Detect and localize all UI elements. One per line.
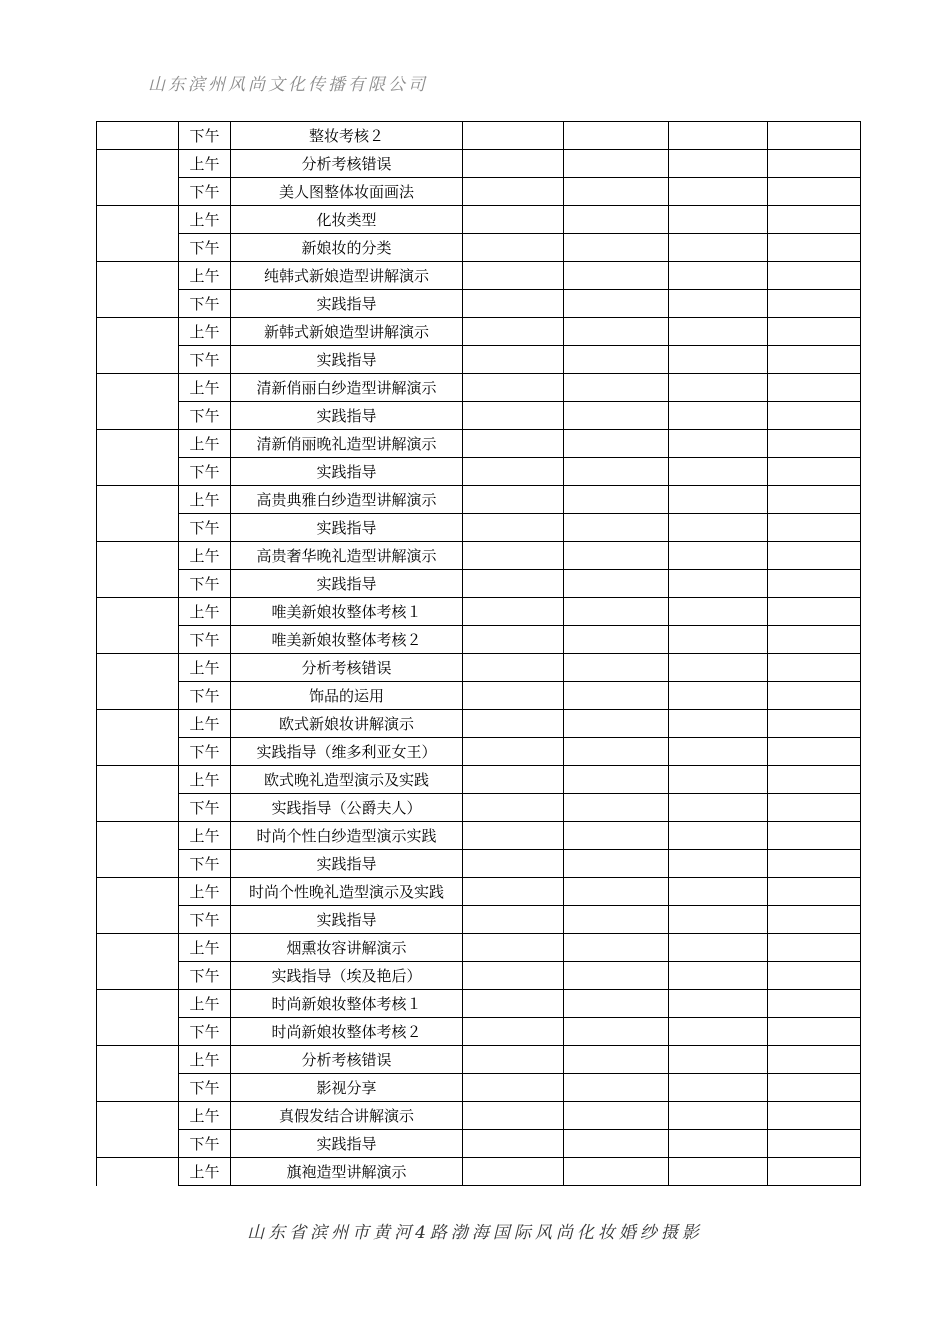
table-row [97,458,861,486]
empty-cell [463,1102,564,1130]
content-cell: 纯韩式新娘造型讲解演示 [231,262,463,290]
empty-cell [463,374,564,402]
empty-cell [463,906,564,934]
empty-cell [564,542,669,570]
table-row [97,262,861,290]
empty-cell [463,598,564,626]
empty-cell [463,850,564,878]
content-cell: 实践指导 [231,850,463,878]
table-row [97,906,861,934]
period-cell: 上午 [179,150,231,178]
table-row [97,626,861,654]
day-cell [97,374,179,430]
empty-cell [669,990,768,1018]
empty-cell [669,178,768,206]
empty-cell [768,346,861,374]
empty-cell [463,402,564,430]
table-row [97,1074,861,1102]
empty-cell [768,1130,861,1158]
empty-cell [564,878,669,906]
empty-cell [564,178,669,206]
empty-cell [768,850,861,878]
period-cell: 上午 [179,1102,231,1130]
empty-cell [669,1018,768,1046]
empty-cell [669,150,768,178]
empty-cell [768,458,861,486]
empty-cell [768,234,861,262]
empty-cell [564,682,669,710]
empty-cell [463,486,564,514]
content-cell: 实践指导 [231,290,463,318]
content-cell: 化妆类型 [231,206,463,234]
empty-cell [669,122,768,150]
period-cell: 上午 [179,206,231,234]
period-cell: 上午 [179,710,231,738]
period-cell: 下午 [179,290,231,318]
content-cell: 唯美新娘妆整体考核２ [231,626,463,654]
empty-cell [768,738,861,766]
empty-cell [463,150,564,178]
period-cell: 上午 [179,822,231,850]
table-row [97,822,861,850]
empty-cell [463,710,564,738]
day-cell [97,1158,179,1186]
empty-cell [768,150,861,178]
table-row [97,150,861,178]
empty-cell [768,262,861,290]
day-cell [97,206,179,262]
day-cell [97,1102,179,1158]
schedule-body [97,122,861,1186]
content-cell: 整妆考核２ [231,122,463,150]
empty-cell [669,794,768,822]
empty-cell [669,738,768,766]
empty-cell [564,206,669,234]
empty-cell [669,514,768,542]
empty-cell [463,626,564,654]
empty-cell [669,850,768,878]
empty-cell [768,1102,861,1130]
empty-cell [669,1130,768,1158]
empty-cell [768,1074,861,1102]
empty-cell [564,822,669,850]
table-row [97,542,861,570]
empty-cell [768,710,861,738]
content-cell: 实践指导 [231,402,463,430]
period-cell: 下午 [179,906,231,934]
period-cell: 上午 [179,654,231,682]
content-cell: 唯美新娘妆整体考核１ [231,598,463,626]
empty-cell [463,542,564,570]
content-cell: 高贵典雅白纱造型讲解演示 [231,486,463,514]
table-row [97,990,861,1018]
empty-cell [564,374,669,402]
content-cell: 时尚个性晚礼造型演示及实践 [231,878,463,906]
period-cell: 下午 [179,514,231,542]
empty-cell [669,1074,768,1102]
schedule-table [96,121,861,1186]
empty-cell [564,1074,669,1102]
empty-cell [669,570,768,598]
empty-cell [564,430,669,458]
empty-cell [669,626,768,654]
empty-cell [768,878,861,906]
empty-cell [564,990,669,1018]
empty-cell [768,626,861,654]
empty-cell [768,766,861,794]
period-cell: 下午 [179,402,231,430]
empty-cell [463,654,564,682]
empty-cell [463,934,564,962]
empty-cell [463,682,564,710]
content-cell: 影视分享 [231,1074,463,1102]
period-cell: 下午 [179,346,231,374]
empty-cell [564,598,669,626]
content-cell: 实践指导 [231,514,463,542]
content-cell: 实践指导（公爵夫人） [231,794,463,822]
empty-cell [669,346,768,374]
empty-cell [564,1018,669,1046]
table-row [97,402,861,430]
day-cell [97,1046,179,1102]
empty-cell [463,234,564,262]
table-row [97,850,861,878]
empty-cell [768,402,861,430]
empty-cell [463,1074,564,1102]
empty-cell [564,850,669,878]
empty-cell [463,318,564,346]
period-cell: 上午 [179,934,231,962]
empty-cell [564,654,669,682]
day-cell [97,542,179,598]
table-row [97,738,861,766]
content-cell: 欧式晚礼造型演示及实践 [231,766,463,794]
empty-cell [564,1102,669,1130]
table-row [97,318,861,346]
empty-cell [669,598,768,626]
table-row [97,766,861,794]
empty-cell [768,990,861,1018]
period-cell: 下午 [179,626,231,654]
empty-cell [768,682,861,710]
day-cell [97,654,179,710]
table-row [97,570,861,598]
empty-cell [768,430,861,458]
empty-cell [463,962,564,990]
day-cell [97,934,179,990]
empty-cell [768,542,861,570]
table-row [97,374,861,402]
page-header: 山东滨州风尚文化传播有限公司 [148,75,428,95]
empty-cell [669,542,768,570]
table-row [97,654,861,682]
period-cell: 上午 [179,262,231,290]
empty-cell [768,654,861,682]
empty-cell [768,1046,861,1074]
empty-cell [669,710,768,738]
content-cell: 实践指导（埃及艳后） [231,962,463,990]
table-row [97,794,861,822]
empty-cell [669,486,768,514]
empty-cell [669,430,768,458]
content-cell: 高贵奢华晚礼造型讲解演示 [231,542,463,570]
table-row [97,514,861,542]
empty-cell [564,710,669,738]
period-cell: 上午 [179,374,231,402]
content-cell: 新韩式新娘造型讲解演示 [231,318,463,346]
empty-cell [564,486,669,514]
empty-cell [564,906,669,934]
empty-cell [768,570,861,598]
empty-cell [564,962,669,990]
empty-cell [669,290,768,318]
table-row [97,206,861,234]
empty-cell [463,262,564,290]
content-cell: 清新俏丽晚礼造型讲解演示 [231,430,463,458]
empty-cell [564,570,669,598]
table-row [97,290,861,318]
content-cell: 分析考核错误 [231,1046,463,1074]
empty-cell [564,150,669,178]
period-cell: 下午 [179,962,231,990]
empty-cell [768,822,861,850]
empty-cell [463,1046,564,1074]
empty-cell [463,458,564,486]
empty-cell [564,1130,669,1158]
empty-cell [768,122,861,150]
table-row [97,178,861,206]
empty-cell [463,1018,564,1046]
empty-cell [768,962,861,990]
content-cell: 分析考核错误 [231,150,463,178]
empty-cell [768,290,861,318]
empty-cell [564,234,669,262]
empty-cell [564,458,669,486]
empty-cell [463,290,564,318]
day-cell [97,122,179,150]
period-cell: 下午 [179,794,231,822]
period-cell: 上午 [179,990,231,1018]
day-cell [97,878,179,934]
day-cell [97,598,179,654]
period-cell: 下午 [179,1074,231,1102]
empty-cell [669,458,768,486]
day-cell [97,262,179,318]
empty-cell [768,598,861,626]
content-cell: 实践指导 [231,458,463,486]
empty-cell [564,794,669,822]
content-cell: 实践指导 [231,1130,463,1158]
period-cell: 下午 [179,178,231,206]
empty-cell [768,1158,861,1186]
day-cell [97,766,179,822]
empty-cell [463,206,564,234]
content-cell: 旗袍造型讲解演示 [231,1158,463,1186]
table-row [97,598,861,626]
empty-cell [669,262,768,290]
empty-cell [669,822,768,850]
empty-cell [463,878,564,906]
empty-cell [564,514,669,542]
empty-cell [669,962,768,990]
table-row [97,878,861,906]
empty-cell [768,318,861,346]
content-cell: 欧式新娘妆讲解演示 [231,710,463,738]
table-row [97,682,861,710]
empty-cell [768,178,861,206]
day-cell [97,150,179,206]
day-cell [97,710,179,766]
table-row [97,346,861,374]
table-row [97,710,861,738]
empty-cell [768,906,861,934]
period-cell: 下午 [179,122,231,150]
content-cell: 时尚个性白纱造型演示实践 [231,822,463,850]
empty-cell [463,346,564,374]
period-cell: 下午 [179,682,231,710]
empty-cell [463,766,564,794]
content-cell: 时尚新娘妆整体考核２ [231,1018,463,1046]
page-footer: 山东省滨州市黄河4路渤海国际风尚化妆婚纱摄影 [247,1223,703,1243]
period-cell: 上午 [179,486,231,514]
empty-cell [564,262,669,290]
empty-cell [669,682,768,710]
empty-cell [564,402,669,430]
empty-cell [669,402,768,430]
empty-cell [463,822,564,850]
empty-cell [463,738,564,766]
empty-cell [564,318,669,346]
table-row [97,430,861,458]
empty-cell [463,1158,564,1186]
content-cell: 时尚新娘妆整体考核１ [231,990,463,1018]
day-cell [97,822,179,878]
content-cell: 新娘妆的分类 [231,234,463,262]
empty-cell [463,570,564,598]
empty-cell [768,514,861,542]
table-row [97,1046,861,1074]
empty-cell [768,934,861,962]
period-cell: 上午 [179,430,231,458]
empty-cell [463,514,564,542]
table-row [97,1130,861,1158]
day-cell [97,430,179,486]
empty-cell [564,346,669,374]
empty-cell [669,934,768,962]
empty-cell [463,794,564,822]
period-cell: 上午 [179,878,231,906]
empty-cell [669,374,768,402]
content-cell: 分析考核错误 [231,654,463,682]
empty-cell [768,794,861,822]
table-row [97,1018,861,1046]
empty-cell [669,654,768,682]
empty-cell [669,1158,768,1186]
empty-cell [669,1102,768,1130]
empty-cell [669,206,768,234]
period-cell: 上午 [179,1158,231,1186]
empty-cell [463,430,564,458]
table-row [97,1158,861,1186]
empty-cell [463,178,564,206]
content-cell: 饰品的运用 [231,682,463,710]
empty-cell [564,766,669,794]
table-row [97,234,861,262]
period-cell: 下午 [179,850,231,878]
empty-cell [463,1130,564,1158]
empty-cell [564,1158,669,1186]
empty-cell [669,766,768,794]
empty-cell [669,906,768,934]
empty-cell [669,878,768,906]
period-cell: 上午 [179,1046,231,1074]
period-cell: 下午 [179,458,231,486]
empty-cell [768,1018,861,1046]
empty-cell [564,1046,669,1074]
day-cell [97,990,179,1046]
period-cell: 下午 [179,1018,231,1046]
content-cell: 实践指导 [231,570,463,598]
period-cell: 下午 [179,234,231,262]
content-cell: 实践指导 [231,906,463,934]
content-cell: 真假发结合讲解演示 [231,1102,463,1130]
empty-cell [768,206,861,234]
table-row [97,934,861,962]
empty-cell [463,990,564,1018]
empty-cell [564,290,669,318]
empty-cell [564,934,669,962]
empty-cell [669,1046,768,1074]
period-cell: 上午 [179,766,231,794]
table-row [97,962,861,990]
table-row [97,486,861,514]
empty-cell [669,318,768,346]
content-cell: 美人图整体妆面画法 [231,178,463,206]
day-cell [97,318,179,374]
period-cell: 下午 [179,1130,231,1158]
empty-cell [463,122,564,150]
content-cell: 烟熏妆容讲解演示 [231,934,463,962]
period-cell: 上午 [179,318,231,346]
empty-cell [768,374,861,402]
empty-cell [564,626,669,654]
empty-cell [768,486,861,514]
content-cell: 实践指导 [231,346,463,374]
table-row [97,122,861,150]
empty-cell [564,122,669,150]
period-cell: 上午 [179,542,231,570]
period-cell: 上午 [179,598,231,626]
day-cell [97,486,179,542]
period-cell: 下午 [179,570,231,598]
empty-cell [564,738,669,766]
empty-cell [669,234,768,262]
period-cell: 下午 [179,738,231,766]
content-cell: 实践指导（维多利亚女王） [231,738,463,766]
table-row [97,1102,861,1130]
content-cell: 清新俏丽白纱造型讲解演示 [231,374,463,402]
